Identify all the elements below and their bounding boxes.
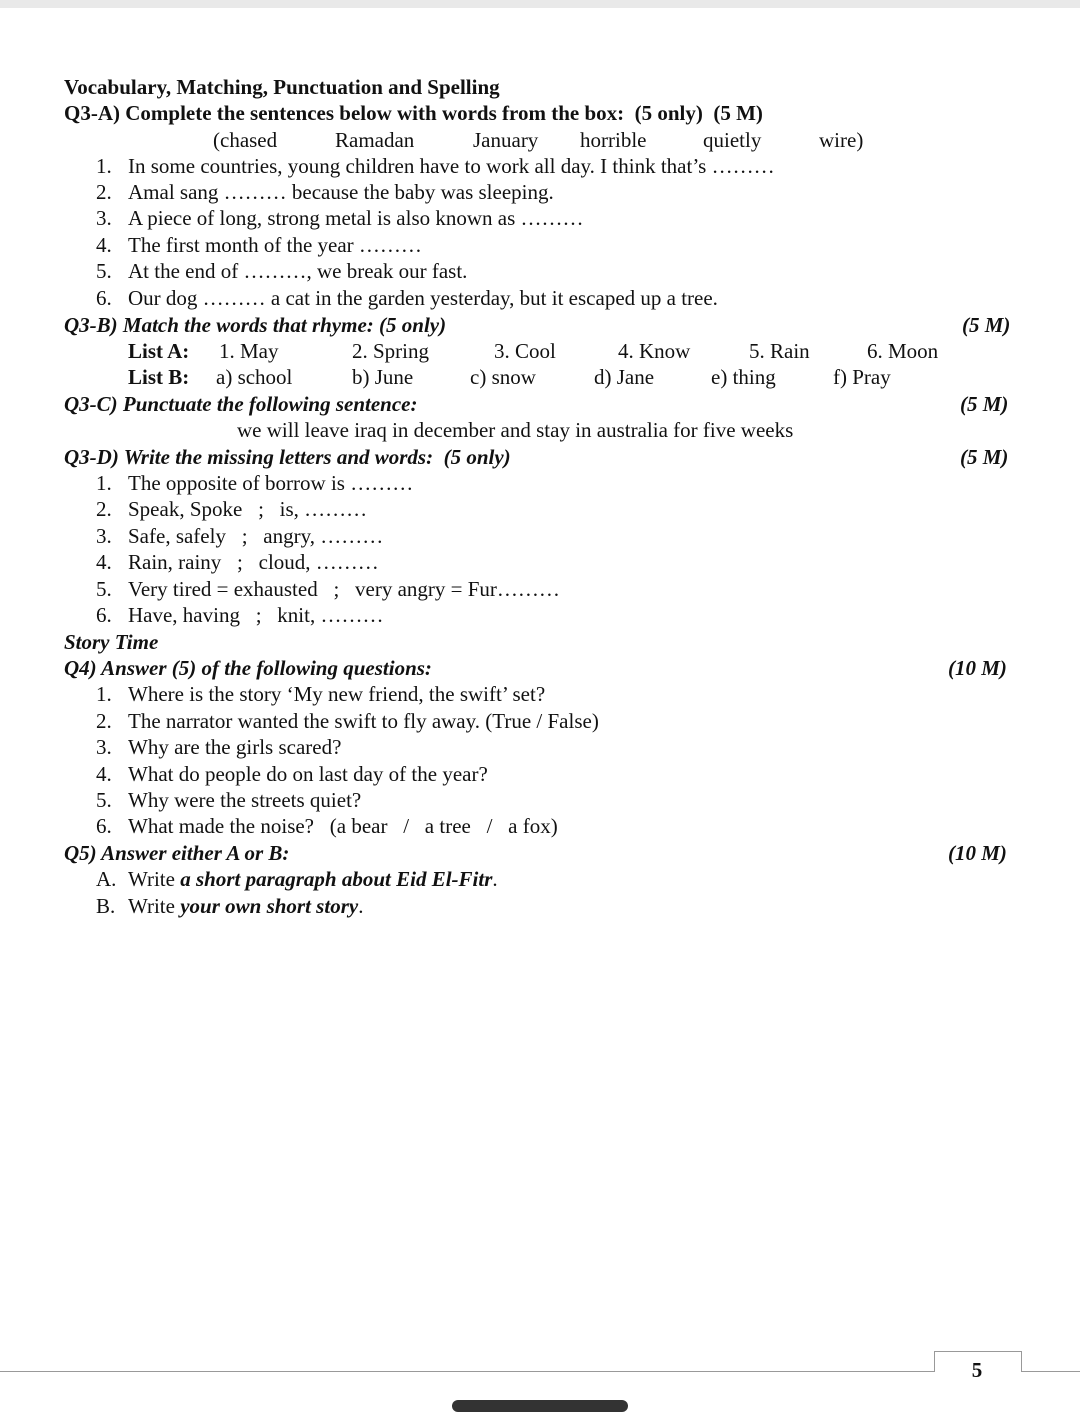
item-number: 2.: [96, 497, 112, 521]
list-item: [96, 470, 413, 496]
top-bar: [0, 0, 1080, 8]
list-a-word: 1. May: [219, 339, 279, 363]
list-b-word: e) thing: [711, 365, 776, 389]
item-number: 6.: [96, 603, 112, 627]
item-number: 2.: [96, 180, 112, 204]
option-emphasis: a short paragraph about Eid El-Fitr: [180, 867, 493, 891]
option-period: .: [492, 867, 498, 891]
item-text: Where is the story ‘My new friend, the swift’ set?: [128, 682, 546, 706]
list-item: [96, 708, 599, 734]
list-a-label: List A:: [128, 339, 190, 363]
q3c-sentence: we will leave iraq in december and stay in australia for five weeks: [237, 418, 794, 442]
item-number: 3.: [96, 206, 112, 230]
item-text: What made the noise? (a bear / a tree / a fox): [128, 814, 558, 838]
item-number: 4.: [96, 762, 112, 786]
item-text: Rain, rainy ; cloud, ………: [128, 550, 379, 574]
item-number: 5.: [96, 577, 112, 601]
list-item: [96, 232, 422, 258]
item-text: Speak, Spoke ; is, ………: [128, 497, 368, 521]
list-item: [96, 285, 718, 311]
item-text: Very tired = exhausted ; very angry = Fur………: [128, 577, 560, 601]
list-item: [96, 549, 379, 575]
option-label: A.: [96, 867, 117, 891]
q3d-marks: (5 M): [960, 445, 1009, 469]
section-heading: Vocabulary, Matching, Punctuation and Spelling: [64, 75, 500, 99]
box-word: wire): [819, 128, 864, 152]
item-text: The first month of the year ………: [128, 233, 422, 257]
list-item: [96, 734, 341, 760]
item-text: Why were the streets quiet?: [128, 788, 362, 812]
item-number: 2.: [96, 709, 112, 733]
item-number: 1.: [96, 682, 112, 706]
option-period: .: [358, 894, 364, 918]
list-item: [96, 761, 488, 787]
list-item: [96, 813, 558, 839]
list-b-word: d) Jane: [594, 365, 655, 389]
box-word: horrible: [580, 128, 647, 152]
item-text: The opposite of borrow is ………: [128, 471, 414, 495]
list-a-word: 5. Rain: [749, 339, 810, 363]
list-item: [96, 258, 467, 284]
list-item: [96, 179, 554, 205]
option-text: Write: [128, 867, 181, 891]
item-text: Why are the girls scared?: [128, 735, 342, 759]
item-number: 3.: [96, 735, 112, 759]
q4-title: Q4) Answer (5) of the following questions:: [64, 656, 432, 680]
option-label: B.: [96, 894, 116, 918]
list-item: [96, 153, 775, 179]
option-text: Write: [128, 894, 181, 918]
item-number: 5.: [96, 788, 112, 812]
list-item: [96, 576, 560, 602]
list-a-word: 3. Cool: [494, 339, 556, 363]
q3b-marks: (5 M): [962, 313, 1011, 337]
item-text: Safe, safely ; angry, ………: [128, 524, 384, 548]
item-number: 6.: [96, 286, 112, 310]
item-number: 5.: [96, 259, 112, 283]
list-item: [96, 787, 361, 813]
story-time-heading: Story Time: [64, 630, 159, 654]
item-number: 4.: [96, 233, 112, 257]
list-b-word: a) school: [216, 365, 293, 389]
q5-option-a: [96, 866, 498, 892]
item-text: A piece of long, strong metal is also known as ………: [128, 206, 584, 230]
item-text: Have, having ; knit, ………: [128, 603, 384, 627]
list-b-word: c) snow: [470, 365, 536, 389]
list-item: [96, 602, 383, 628]
list-item: [96, 496, 367, 522]
q3a-title: Q3-A) Complete the sentences below with words from the box: (5 only) (5 M): [64, 101, 763, 125]
home-indicator[interactable]: [452, 1400, 628, 1412]
item-text: In some countries, young children have to work all day. I think that’s ………: [128, 154, 775, 178]
item-text: The narrator wanted the swift to fly away. (True / False): [128, 709, 599, 733]
box-word: Ramadan: [335, 128, 415, 152]
list-item: [96, 523, 383, 549]
footer-line: [0, 1371, 1080, 1372]
list-a-word: 2. Spring: [352, 339, 430, 363]
item-number: 1.: [96, 154, 112, 178]
q3c-title: Q3-C) Punctuate the following sentence:: [64, 392, 418, 416]
q5-option-b: [96, 893, 363, 919]
item-text: Our dog ……… a cat in the garden yesterday, but it escaped up a tree.: [128, 286, 718, 310]
page-number: 5: [971, 1358, 983, 1382]
item-number: 1.: [96, 471, 112, 495]
item-number: 4.: [96, 550, 112, 574]
list-a-word: 4. Know: [618, 339, 691, 363]
list-b-word: b) June: [352, 365, 414, 389]
q5-marks: (10 M): [948, 841, 1007, 865]
box-word: quietly: [703, 128, 762, 152]
q4-marks: (10 M): [948, 656, 1007, 680]
item-number: 3.: [96, 524, 112, 548]
q5-title: Q5) Answer either A or B:: [64, 841, 290, 865]
list-b-word: f) Pray: [833, 365, 891, 389]
item-number: 6.: [96, 814, 112, 838]
box-word: (chased: [213, 128, 278, 152]
item-text: At the end of ………, we break our fast.: [128, 259, 468, 283]
q3d-title: Q3-D) Write the missing letters and words: (5 only): [64, 445, 511, 469]
list-item: [96, 205, 584, 231]
q3c-marks: (5 M): [960, 392, 1009, 416]
item-text: Amal sang ……… because the baby was sleeping.: [128, 180, 554, 204]
item-text: What do people do on last day of the year?: [128, 762, 488, 786]
list-b-label: List B:: [128, 365, 190, 389]
box-word: January: [473, 128, 539, 152]
option-emphasis: your own short story: [180, 894, 359, 918]
list-a-word: 6. Moon: [867, 339, 939, 363]
list-item: [96, 681, 545, 707]
q3b-title: Q3-B) Match the words that rhyme: (5 only): [64, 313, 447, 337]
